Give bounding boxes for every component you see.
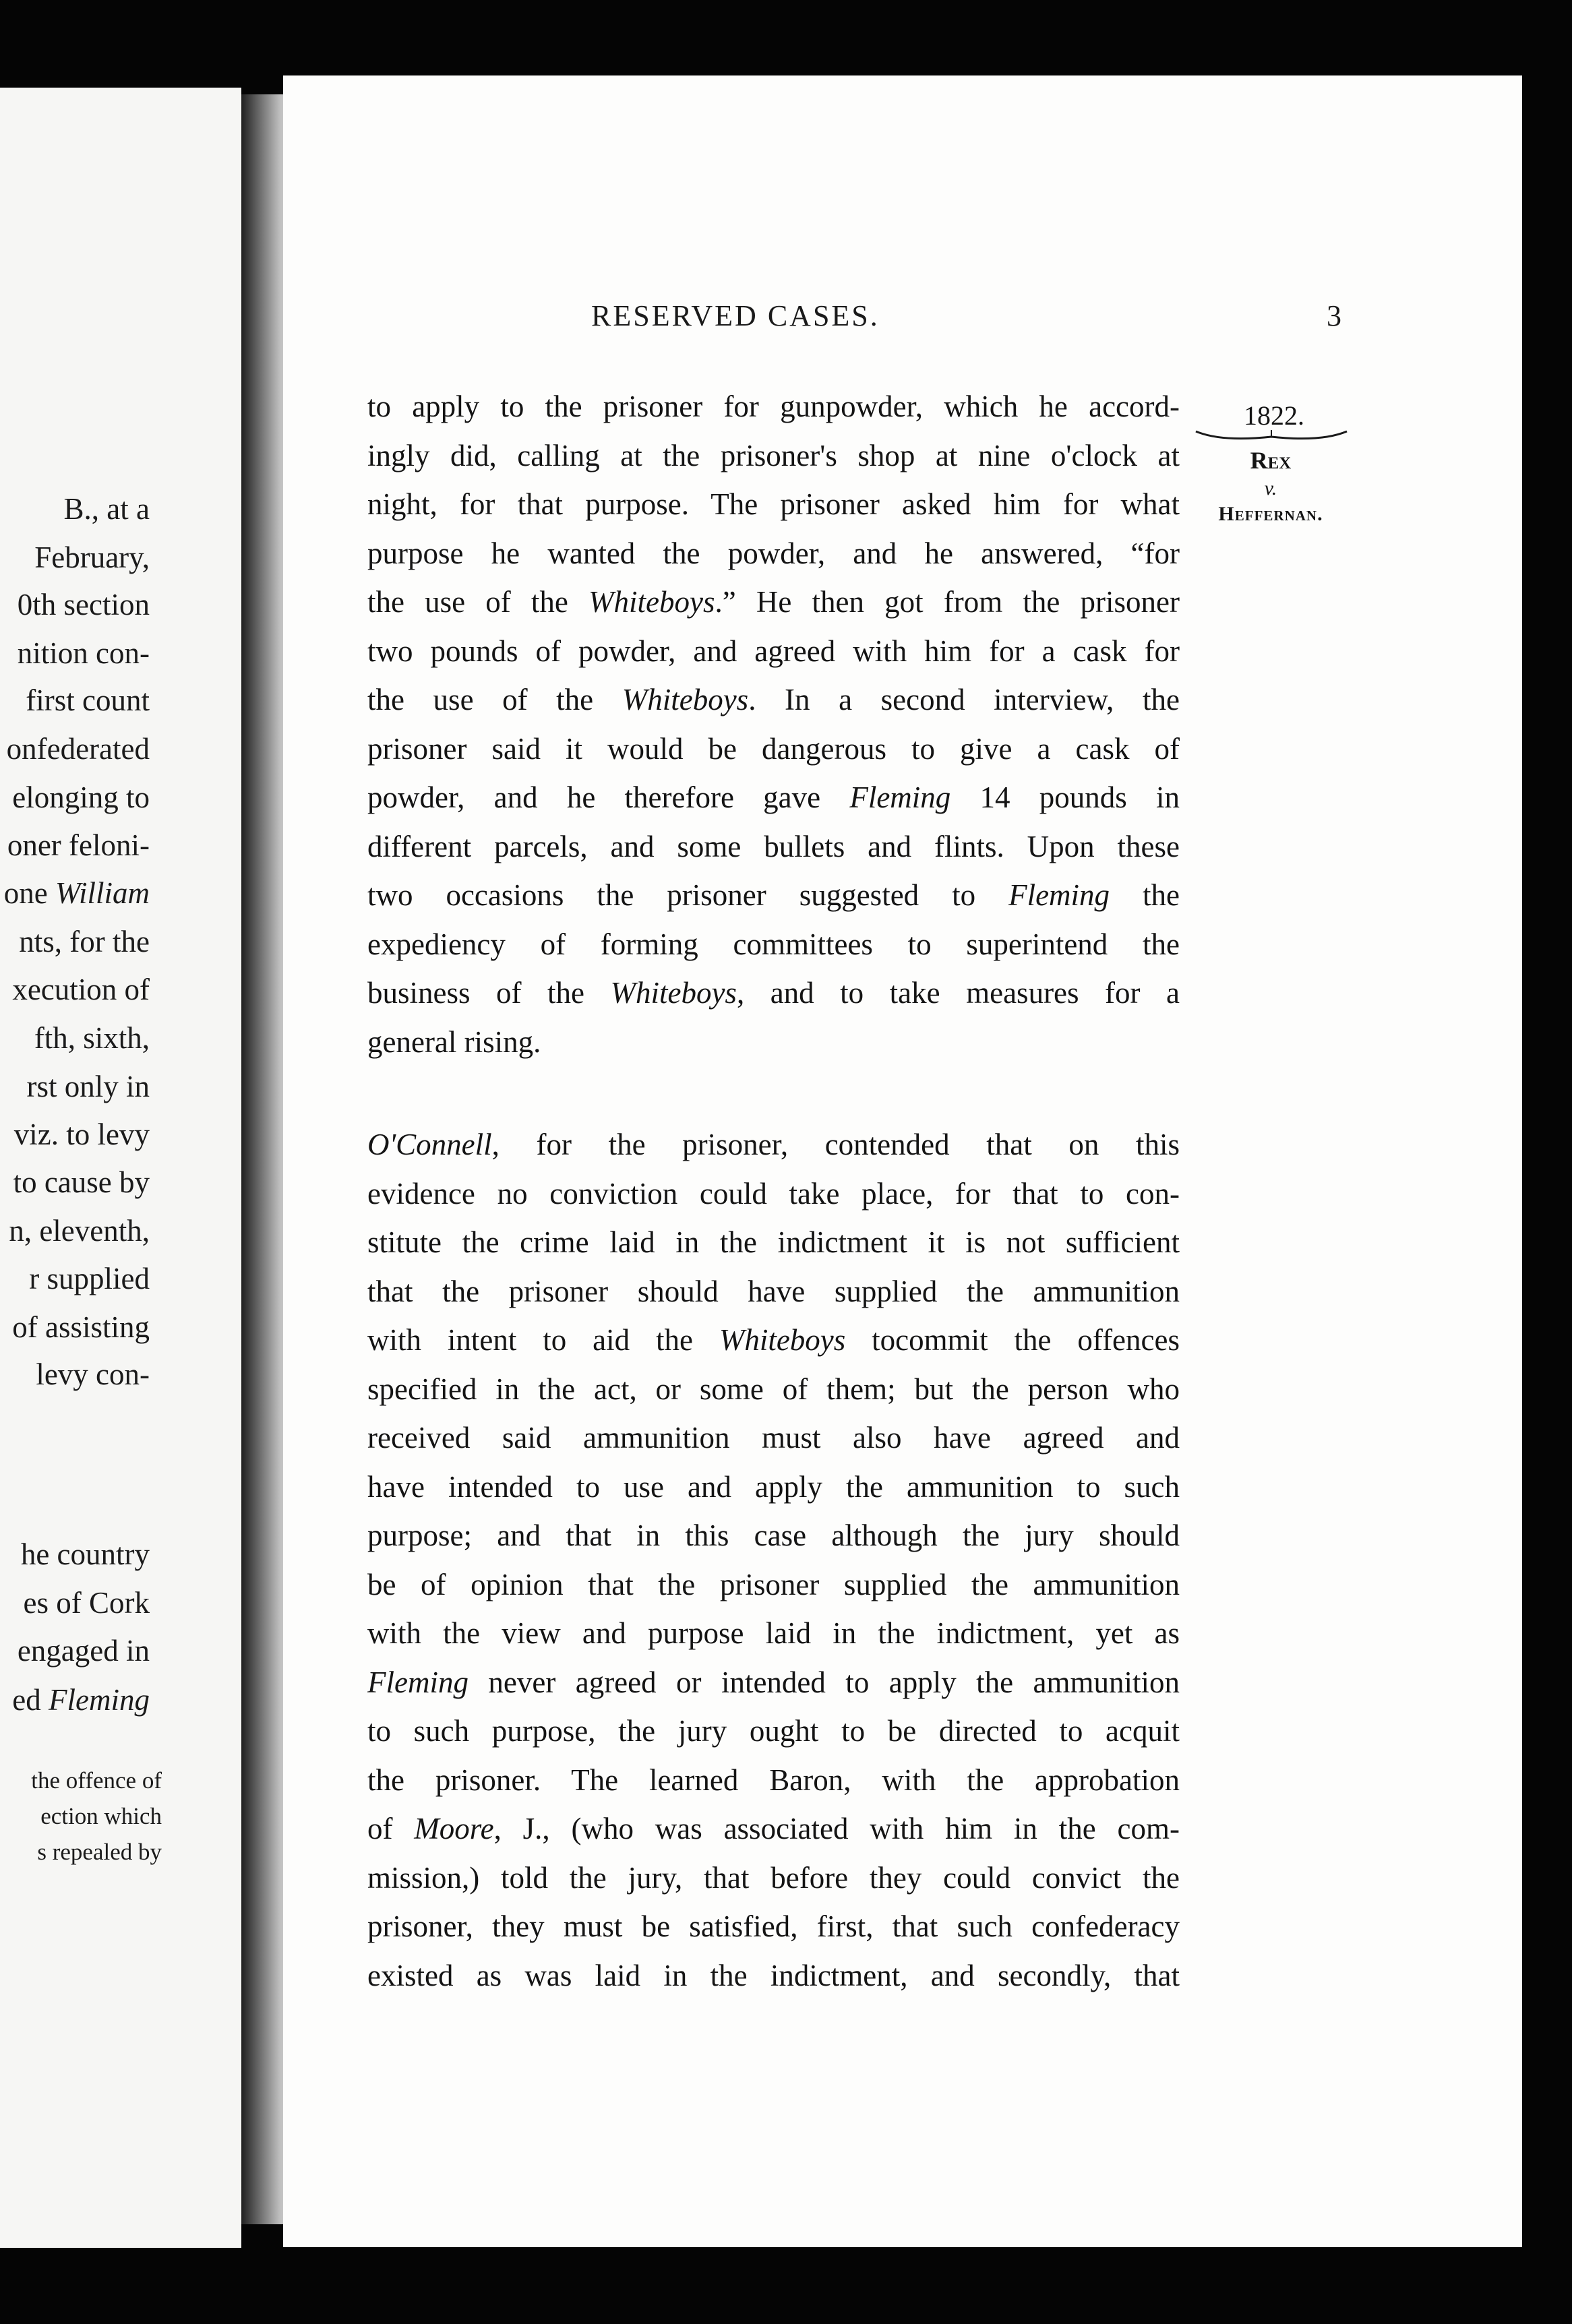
text-line: Fleming never agreed or intended to apply the ammunition — [367, 1665, 1180, 1699]
text-line: purpose; and that in this case although the jury should — [367, 1519, 1180, 1552]
text-line: that the prisoner should have supplied the ammunition — [367, 1274, 1180, 1308]
text-line: evidence no conviction could take place, for that to con- — [367, 1176, 1180, 1211]
facing-page-line: nition con- — [17, 636, 150, 670]
facing-page-line: to cause by — [13, 1165, 150, 1199]
text-line: with intent to aid the Whiteboys tocommit the offences — [367, 1323, 1180, 1357]
facing-page-line: B., at a — [63, 492, 150, 526]
facing-page-line: n, eleventh, — [9, 1214, 150, 1248]
facing-page-line: oner feloni- — [7, 828, 150, 862]
text-line: two pounds of powder, and agreed with him for a cask for — [367, 634, 1180, 668]
text-line: two occasions the prisoner suggested to Fleming the — [367, 878, 1180, 912]
facing-page-line: onfederated — [6, 732, 150, 766]
page-number: 3 — [1327, 299, 1341, 332]
facing-page-line: 0th section — [17, 588, 150, 621]
text-line: business of the Whiteboys, and to take measures for a — [367, 976, 1180, 1010]
facing-page-line: levy con- — [36, 1357, 150, 1391]
margin-versus: v. — [1264, 477, 1277, 499]
text-line: be of opinion that the prisoner supplied the ammunition — [367, 1567, 1180, 1601]
running-title: RESERVED CASES. — [591, 299, 880, 332]
text-line: of Moore, J., (who was associated with him in the com- — [367, 1812, 1180, 1845]
text-line: with the view and purpose laid in the indictment, yet as — [367, 1616, 1180, 1650]
facing-page-line: one William — [3, 876, 150, 910]
facing-page-footnote-line: ection which — [40, 1803, 162, 1829]
text-line: prisoner said it would be dangerous to give a cask of — [367, 731, 1180, 766]
text-line: general rising. — [367, 1025, 541, 1059]
margin-defendant: Heffernan. — [1218, 503, 1323, 525]
text-line: to such purpose, the jury ought to be directed to acquit — [367, 1714, 1180, 1748]
text-line: the use of the Whiteboys. In a second interview, the — [367, 683, 1180, 716]
facing-page — [0, 88, 241, 2248]
text-line: night, for that purpose. The prisoner asked him for what — [367, 487, 1180, 521]
facing-page-line: first count — [26, 683, 150, 717]
text-line: the prisoner. The learned Baron, with the approbation — [367, 1763, 1180, 1797]
text-line: purpose he wanted the powder, and he answered, “for — [367, 536, 1180, 570]
text-line: stitute the crime laid in the indictment it is not sufficient — [367, 1225, 1180, 1259]
margin-rex: Rex — [1250, 447, 1292, 474]
text-line: O'Connell, for the prisoner, contended that on this — [367, 1128, 1180, 1161]
text-line: ingly did, calling at the prisoner's shop at nine o'clock at — [367, 438, 1180, 472]
facing-page-line: nts, for the — [19, 925, 150, 958]
facing-page-line: r supplied — [29, 1262, 150, 1295]
text-line: have intended to use and apply the ammunition to such — [367, 1469, 1180, 1504]
facing-page-line: es of Cork — [23, 1586, 150, 1620]
facing-page-line: fth, sixth, — [34, 1021, 150, 1055]
margin-year: 1822. — [1244, 400, 1304, 431]
text-line: to apply to the prisoner for gunpowder, which he accord- — [367, 390, 1180, 423]
text-line: mission,) told the jury, that before they could convict the — [367, 1860, 1180, 1895]
margin-brace — [1195, 429, 1348, 444]
facing-page-line: engaged in — [17, 1634, 150, 1668]
facing-page-line: February, — [34, 541, 150, 574]
facing-page-line: of assisting — [12, 1310, 150, 1344]
text-line: received said ammunition must also have agreed and — [367, 1421, 1180, 1455]
facing-page-footnote-line: the offence of — [31, 1767, 162, 1794]
facing-page-line: ed Fleming — [12, 1683, 150, 1717]
facing-page-line: rst only in — [26, 1070, 150, 1103]
text-line: specified in the act, or some of them; but the person who — [367, 1372, 1180, 1406]
facing-page-line: elonging to — [12, 781, 150, 814]
text-line: prisoner, they must be satisfied, first, that such confederacy — [367, 1909, 1180, 1943]
facing-page-line: viz. to levy — [13, 1118, 150, 1151]
text-line: expediency of forming committees to superintend the — [367, 927, 1180, 961]
facing-page-line: he country — [20, 1537, 150, 1571]
facing-page-footnote-line: s repealed by — [37, 1839, 162, 1865]
text-line: the use of the Whiteboys.” He then got from the prisoner — [367, 585, 1180, 619]
text-line: different parcels, and some bullets and flints. Upon these — [367, 829, 1180, 863]
facing-page-line: xecution of — [12, 973, 150, 1006]
text-line: existed as was laid in the indictment, and secondly, that — [367, 1958, 1180, 1992]
text-line: powder, and he therefore gave Fleming 14 pounds in — [367, 781, 1180, 814]
